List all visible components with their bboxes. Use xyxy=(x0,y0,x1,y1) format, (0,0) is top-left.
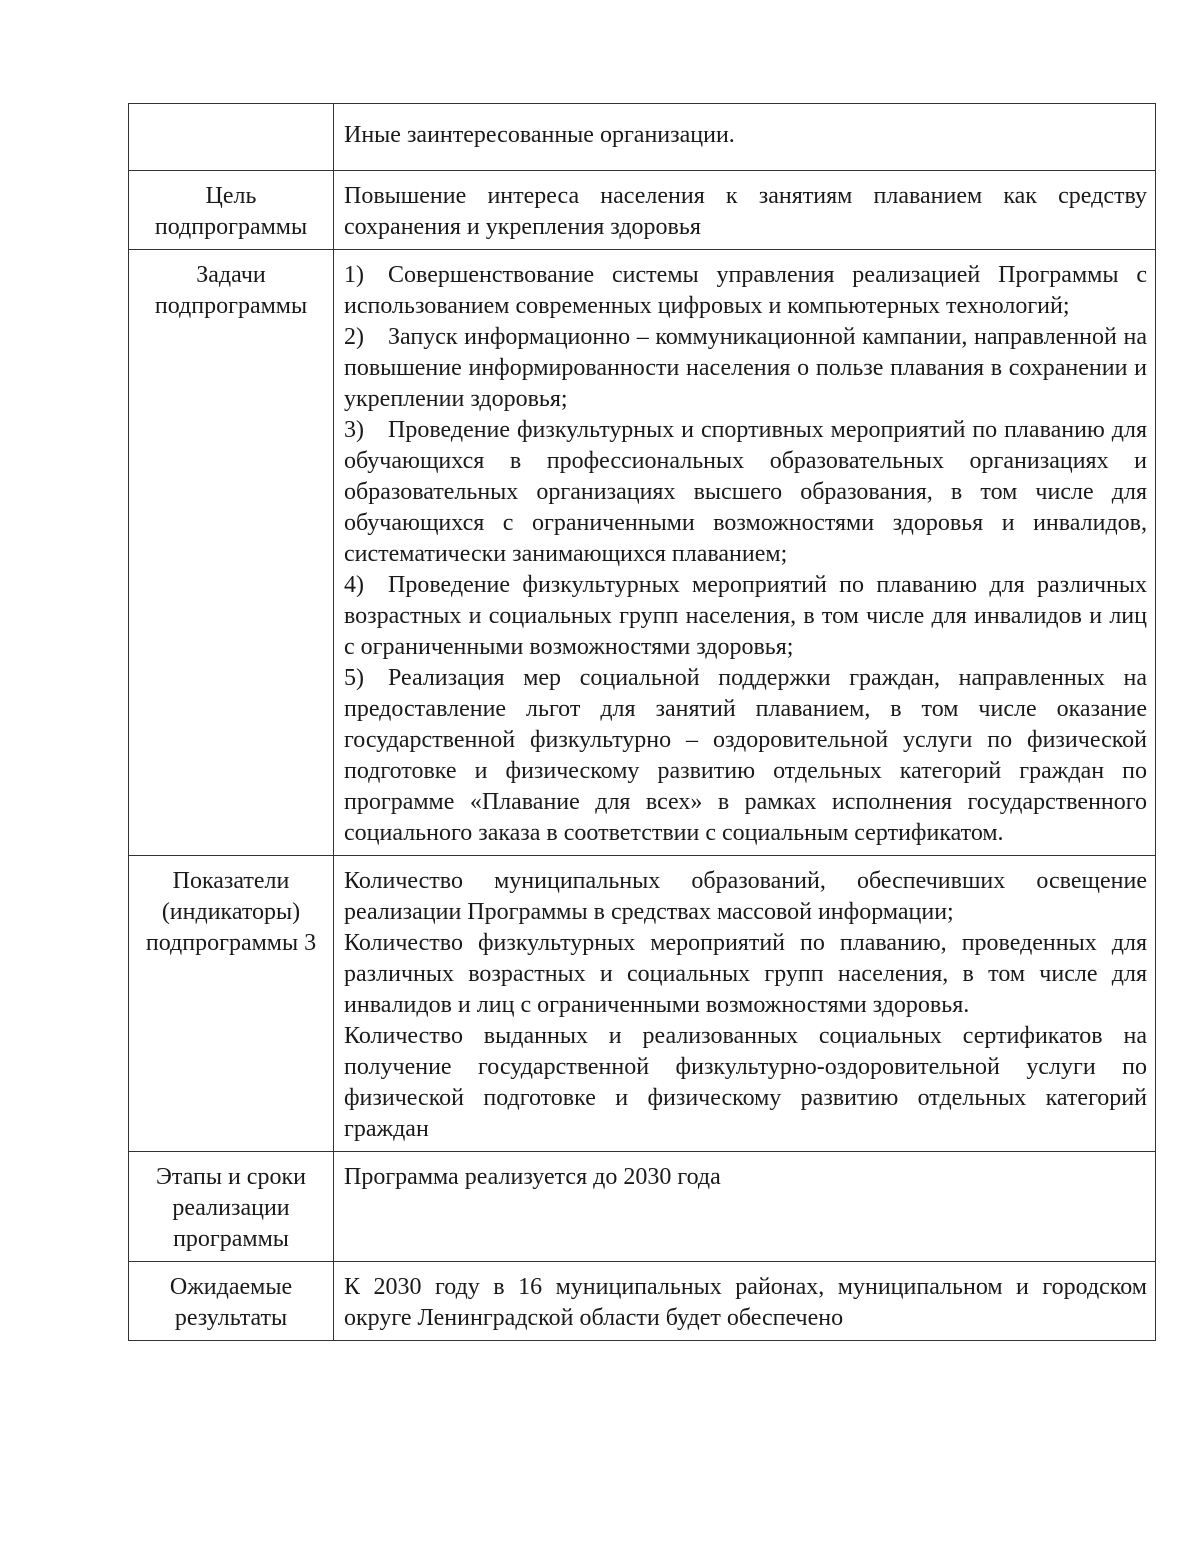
task-item-1: 1) Совершенствование системы управления реализацией Программы с использованием современных цифровых и компьютерных технологий; xyxy=(344,262,1147,319)
stages-label: Этапы и сроки реализации программы xyxy=(129,1152,334,1262)
indicator-item-2: Количество физкультурных мероприятий по плаванию, проведенных для различных возрастных и социальных групп населения, в том числе для инвалидов и лиц с ограниченными возможностями здоровья. xyxy=(344,930,1147,1018)
indicators-list xyxy=(334,856,1156,1152)
table-row-indicators xyxy=(129,856,1156,1152)
table-row-goal xyxy=(129,171,1156,250)
row-label-empty xyxy=(129,104,334,171)
tasks-label: Задачи подпрограммы xyxy=(129,250,334,856)
results-label: Ожидаемые результаты xyxy=(129,1262,334,1341)
results-text: К 2030 году в 16 муниципальных районах, муниципальном и городском округе Ленинградской области будет обеспечено xyxy=(334,1262,1156,1341)
task-item-4: 4) Проведение физкультурных мероприятий по плаванию для различных возрастных и социальных групп населения, в том числе для инвалидов и лиц с ограниченными возможностями здоровья; xyxy=(344,572,1147,660)
table-row-tasks xyxy=(129,250,1156,856)
table-row-results xyxy=(129,1262,1156,1341)
subprogram-passport-table xyxy=(128,103,1156,1341)
goal-label: Цель подпрограммы xyxy=(129,171,334,250)
task-item-2: 2) Запуск информационно – коммуникационной кампании, направленной на повышение информированности населения о пользе плавания в сохранении и укреплении здоровья; xyxy=(344,324,1147,412)
indicator-item-1: Количество муниципальных образований, обеспечивших освещение реализации Программы в средствах массовой информации; xyxy=(344,868,1147,925)
indicator-item-3: Количество выданных и реализованных социальных сертификатов на получение государственной физкультурно-оздоровительной услуги по физической подготовке и физическому развитию отдельных категорий граждан xyxy=(344,1023,1147,1142)
goal-text: Повышение интереса населения к занятиям плаванием как средству сохранения и укрепления здоровья xyxy=(334,171,1156,250)
table-row-other-organizations xyxy=(129,104,1156,171)
task-item-3: 3) Проведение физкультурных и спортивных мероприятий по плаванию для обучающихся в профессиональных образовательных организациях и образовательных организациях высшего образования, в том числе для обучающихся с ограниченными возможностями здоровья и инвалидов, систематически занимающихся плаванием; xyxy=(344,417,1147,567)
task-item-5: 5) Реализация мер социальной поддержки граждан, направленных на предоставление льгот для занятий плаванием, в том числе оказание государственной физкультурно – оздоровительной услуги по физической подготовке и физическому развитию отдельных категорий граждан по программе «Плавание для всех» в рамках исполнения государственного социального заказа в соответствии с социальным сертификатом. xyxy=(344,665,1147,846)
tasks-list xyxy=(334,250,1156,856)
indicators-label: Показатели (индикаторы) подпрограммы 3 xyxy=(129,856,334,1152)
stages-text: Программа реализуется до 2030 года xyxy=(334,1152,1156,1262)
table-row-stages xyxy=(129,1152,1156,1262)
other-organizations-text: Иные заинтересованные организации. xyxy=(334,104,1156,171)
